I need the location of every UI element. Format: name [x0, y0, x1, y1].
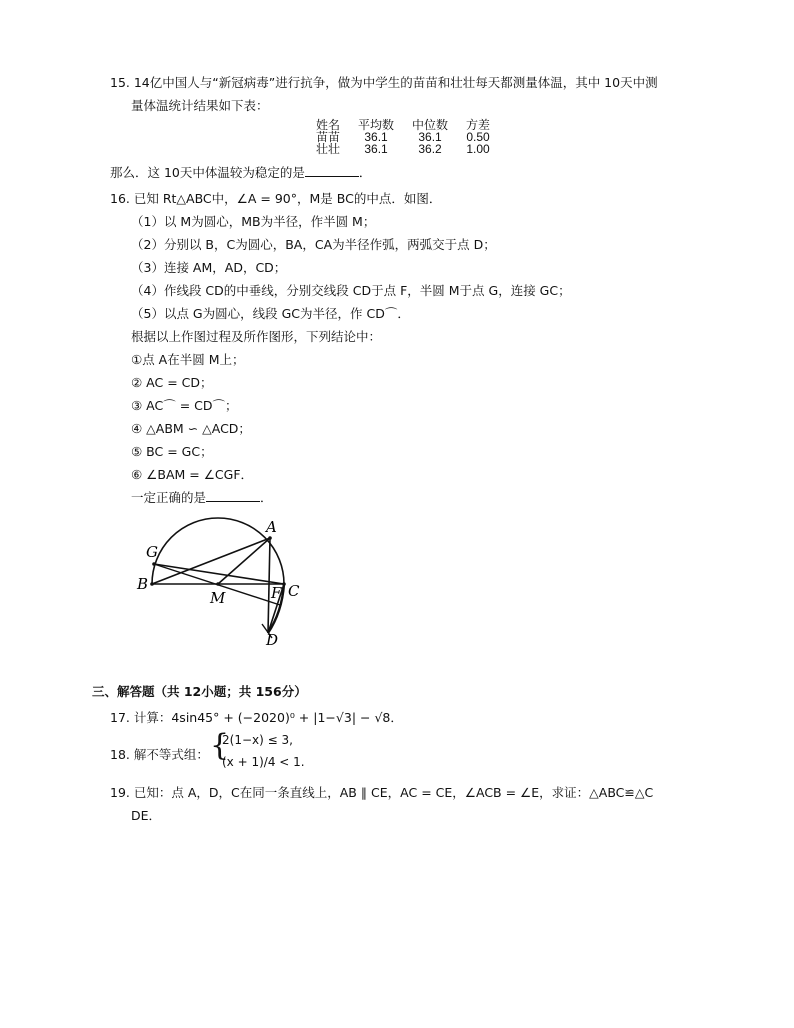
answer-blank	[206, 489, 260, 502]
q18-inequality-2: (x + 1)/4 < 1.	[222, 755, 305, 769]
answer-blank	[305, 164, 359, 177]
q16-step: （5）以点 G为圆心，线段 GC为半径，作 CD⌒．	[131, 306, 410, 321]
q16-conclusion: ①点 A在半圆 M上；	[131, 352, 245, 367]
q19-line1: 19. 已知：点 A，D，C在同一条直线上，AB ∥ CE，AC = CE，∠ACB = ∠E，求证：△ABC≌△C	[110, 785, 654, 800]
q19-line2: DE．	[131, 808, 162, 823]
label-g: G	[146, 543, 158, 561]
q15-line2: 量体温统计结果如下表：	[131, 98, 269, 113]
table-cell: 苗苗	[316, 130, 341, 144]
q16-conclusion: ⑥ ∠BAM = ∠CGF．	[131, 467, 254, 482]
table-cell: 壮壮	[316, 142, 341, 156]
q16-step: （2）分别以 B，C为圆心，BA，CA为半径作弧，两弧交于点 D；	[131, 237, 496, 252]
q17-text: 17. 计算：4sin45° + (−2020)⁰ + |1−√3| − √8．	[110, 710, 403, 725]
segment-ad	[268, 538, 270, 633]
segment-ba	[152, 538, 270, 584]
label-m: M	[210, 589, 226, 607]
point-c	[282, 582, 286, 586]
table-row	[316, 143, 499, 155]
q16-step: （4）作线段 CD的中垂线，分别交线段 CD于点 F，半圆 M于点 G，连接 GC；	[131, 283, 571, 298]
q15-end: ．	[358, 165, 372, 180]
table-cell: 36.2	[418, 142, 442, 156]
table-header: 平均数	[358, 118, 395, 132]
label-d: D	[266, 631, 279, 649]
q16-step: （1）以 M为圆心，MB为半径，作半圆 M；	[131, 214, 376, 229]
label-a: A	[266, 518, 277, 536]
geometry-figure	[130, 512, 310, 652]
q16-question-text: 一定正确的是	[131, 490, 207, 505]
system-brace: {	[210, 728, 230, 763]
q15-question-text: 那么．这 10天中体温较为稳定的是	[110, 165, 305, 180]
table-header: 中位数	[412, 118, 449, 132]
q16-conclusion: ④ △ABM ∽ △ACD；	[131, 421, 251, 436]
point-m	[216, 582, 220, 586]
table-cell: 1.00	[466, 142, 490, 156]
q16-intro: 根据以上作图过程及所作图形，下列结论中：	[131, 329, 382, 344]
table-cell: 36.1	[418, 130, 442, 144]
table-cell: 36.1	[364, 130, 388, 144]
q16-step: （3）连接 AM，AD，CD；	[131, 260, 287, 275]
table-header: 方差	[466, 118, 491, 132]
segment-gc	[154, 564, 284, 584]
q16-conclusion: ⑤ BC = GC；	[131, 444, 213, 459]
point-a	[268, 536, 272, 540]
point-g	[152, 562, 156, 566]
q15-question	[110, 164, 371, 182]
q16-end: ．	[260, 490, 273, 505]
q18-inequality-1: 2(1−x) ≤ 3,	[222, 733, 293, 747]
q16-line1: 16. 已知 Rt△ABC中，∠A = 90°，M是 BC的中点．如图．	[110, 191, 442, 206]
label-b: B	[137, 575, 149, 593]
section-title: 三、解答题（共 12小题；共 156分）	[92, 684, 307, 699]
table-header: 姓名	[316, 118, 341, 132]
q15-line1: 15. 14亿中国人与“新冠病毒”进行抗争，做为中学生的苗苗和壮壮每天都测量体温，其中 10天中测	[110, 75, 658, 90]
point-b	[150, 582, 154, 586]
label-c: C	[288, 582, 300, 600]
temperature-table	[316, 119, 499, 155]
q16-question	[131, 489, 273, 507]
q16-conclusion: ③ AC⌒ = CD⌒；	[131, 398, 238, 413]
table-cell: 36.1	[364, 142, 388, 156]
label-f: F	[271, 584, 282, 602]
table-cell: 0.50	[466, 130, 490, 144]
q18-label: 18. 解不等式组：	[110, 747, 209, 762]
q16-conclusion: ② AC = CD；	[131, 375, 213, 390]
